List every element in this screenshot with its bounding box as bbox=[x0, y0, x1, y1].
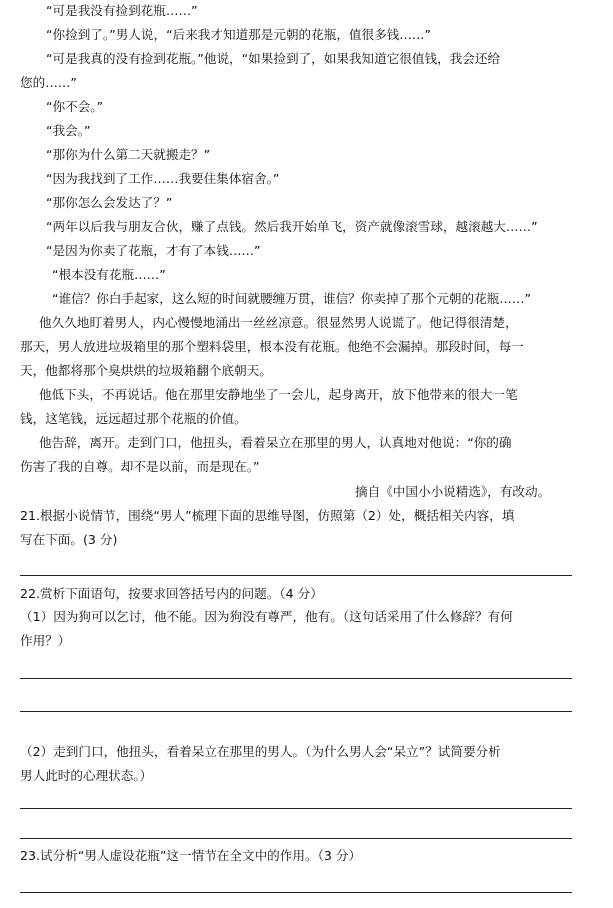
dialogue-line: “你捡到了。”男人说，“后来我才知道那是元朝的花瓶，值很多钱……” bbox=[46, 27, 432, 42]
answer-line[interactable] bbox=[20, 575, 572, 576]
answer-line[interactable] bbox=[20, 711, 572, 712]
source-attribution: 摘自《中国小小说精选》，有改动。 bbox=[355, 484, 551, 499]
dialogue-line: “可是我真的没有捡到花瓶。”他说，“如果捡到了，如果我知道它很值钱，我会还给 bbox=[46, 51, 501, 66]
answer-line[interactable] bbox=[20, 892, 572, 893]
dialogue-line: “因为我找到了工作……我要住集体宿舍。” bbox=[46, 171, 280, 186]
paragraph-line: 他告辞，离开。走到门口，他扭头，看着呆立在那里的男人，认真地对他说：“你的确 bbox=[39, 435, 512, 450]
answer-line[interactable] bbox=[20, 838, 572, 839]
dialogue-line: “那你为什么第二天就搬走？” bbox=[46, 147, 211, 162]
dialogue-line: “根本没有花瓶……” bbox=[52, 267, 166, 282]
paragraph-line: 他低下头，不再说话。他在那里安静地坐了一会儿，起身离开，放下他带来的很大一笔 bbox=[39, 387, 518, 402]
question-22-stem: 22.赏析下面语句，按要求回答括号内的问题。（4 分） bbox=[20, 586, 323, 601]
dialogue-line: “可是我没有捡到花瓶……” bbox=[46, 3, 198, 18]
paragraph-line: 他久久地盯着男人，内心慢慢地涌出一丝丝凉意。很显然男人说谎了。他记得很清楚， bbox=[39, 315, 518, 330]
dialogue-line: “那你怎么会发达了？” bbox=[46, 195, 173, 210]
dialogue-line: “你不会。” bbox=[46, 99, 104, 114]
question-21-text: 21.根据小说情节，围绕“男人”梳理下面的思维导图，仿照第（2）处，概括相关内容，填 bbox=[20, 508, 515, 523]
question-21-text: 写在下面。(3 分) bbox=[20, 532, 118, 547]
dialogue-line: “两年以后我与朋友合伙，赚了点钱。然后我开始单飞，资产就像滚雪球，越滚越大……” bbox=[46, 219, 538, 234]
paragraph-line: 那天，男人放进垃圾箱里的那个塑料袋里，根本没有花瓶。他绝不会漏掉。那段时间，每一 bbox=[20, 339, 524, 354]
paragraph-line: 钱，这笔钱，远远超过那个花瓶的价值。 bbox=[20, 411, 247, 426]
answer-line[interactable] bbox=[20, 678, 572, 679]
question-23-text: 23.试分析“男人虚设花瓶”这一情节在全文中的作用。（3 分） bbox=[20, 848, 362, 863]
dialogue-line: “我会。” bbox=[46, 123, 91, 138]
dialogue-line: “是因为你卖了花瓶，才有了本钱……” bbox=[46, 243, 261, 258]
question-22-part1: （1）因为狗可以乞讨，他不能。因为狗没有尊严，他有。（这句话采用了什么修辞？有何 bbox=[20, 609, 513, 624]
paragraph-line: 天，他都将那个臭烘烘的垃圾箱翻个底朝天。 bbox=[20, 363, 272, 378]
paragraph-line: 伤害了我的自尊。却不是以前，而是现在。” bbox=[20, 459, 260, 474]
question-22-part1: 作用？） bbox=[20, 633, 71, 648]
question-22-part2: （2）走到门口，他扭头，看着呆立在那里的男人。（为什么男人会“呆立”？试简要分析 bbox=[20, 744, 501, 759]
dialogue-line: “谁信？你白手起家，这么短的时间就腰缠万贯，谁信？你卖掉了那个元朝的花瓶……” bbox=[52, 291, 532, 306]
question-22-part2: 男人此时的心理状态。） bbox=[20, 768, 153, 783]
answer-line[interactable] bbox=[20, 808, 572, 809]
dialogue-line: 您的……” bbox=[20, 75, 77, 90]
